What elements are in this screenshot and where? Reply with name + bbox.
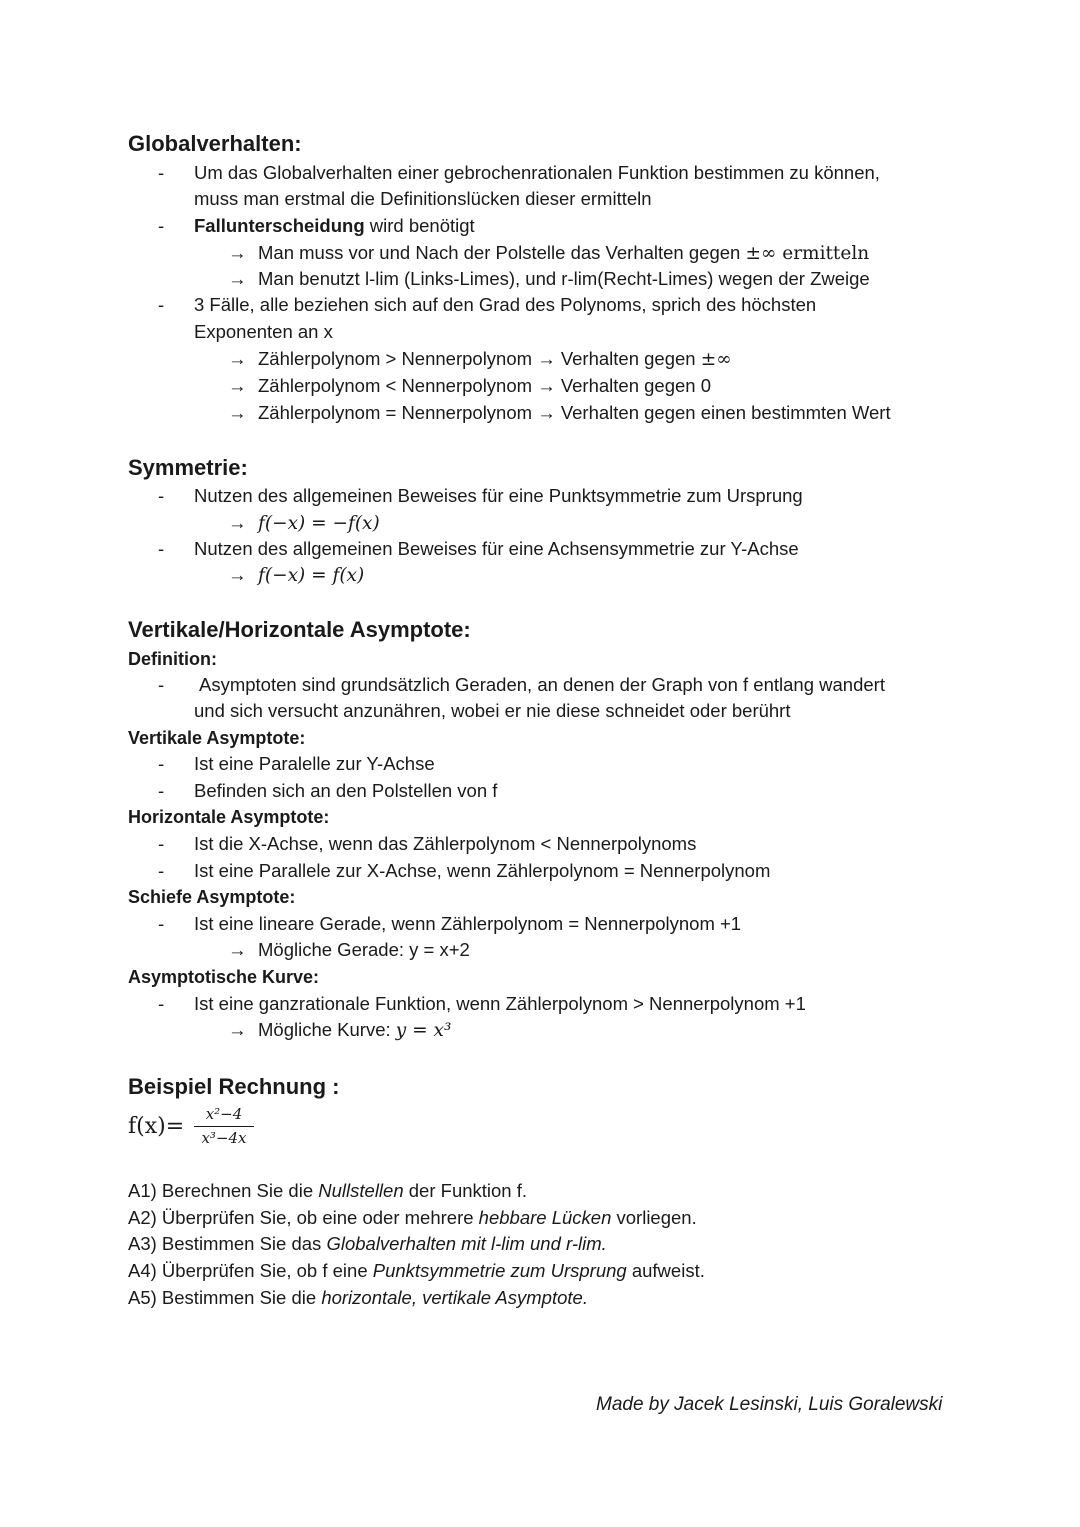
math-formula: f(−x) = −f(x): [258, 513, 380, 534]
text-fragment: wird benötigt: [364, 215, 475, 236]
arrow-item: [228, 373, 711, 399]
list-item-text: Nutzen des allgemeinen Beweises für eine Punktsymmetrie zum Ursprung: [194, 485, 803, 506]
fraction-numerator: x²−4: [194, 1104, 254, 1127]
text-fragment: A5) Bestimmen Sie die: [128, 1287, 322, 1308]
task-a3: [128, 1231, 607, 1257]
math-formula: f(−x) = f(x): [258, 565, 365, 586]
bullet-dash: -: [158, 860, 165, 881]
arrow-icon: →: [228, 564, 247, 585]
subheading-horizontale-asymptote: Horizontale Asymptote:: [128, 807, 330, 827]
math-formula: y = x³: [395, 1020, 452, 1041]
section-heading-globalverhalten: Globalverhalten:: [128, 131, 302, 156]
list-item-continuation: muss man erstmal die Definitionslücken dieser ermitteln: [194, 188, 652, 209]
task-a5: [128, 1285, 588, 1311]
text-fragment: Mögliche Gerade: y = x+2: [258, 939, 470, 960]
math-text: ±∞ ermitteln: [745, 243, 870, 264]
arrow-item: [228, 937, 470, 963]
arrow-item: [228, 346, 732, 373]
arrow-item: [228, 562, 364, 589]
list-item-text: Befinden sich an den Polstellen von f: [194, 780, 498, 801]
text-fragment: A2) Überprüfen Sie, ob eine oder mehrere: [128, 1207, 479, 1228]
list-item-text: Ist die X-Achse, wenn das Zählerpolynom < Nennerpolynoms: [194, 833, 697, 854]
italic-term: Nullstellen: [318, 1180, 404, 1201]
arrow-icon: →: [228, 402, 247, 423]
italic-term: Punktsymmetrie zum Ursprung: [372, 1260, 627, 1281]
list-item-text: Nutzen des allgemeinen Beweises für eine Achsensymmetrie zur Y-Achse: [194, 538, 799, 559]
text-fragment: Zählerpolynom < Nennerpolynom → Verhalten gegen 0: [258, 375, 712, 396]
fraction: [194, 1104, 254, 1149]
list-item-continuation: Exponenten an x: [194, 321, 333, 342]
bold-term: Fallunterscheidung: [194, 215, 365, 236]
section-heading-symmetrie: Symmetrie:: [128, 455, 248, 480]
task-a1: [128, 1178, 527, 1204]
italic-term: horizontale, vertikale Asymptote.: [321, 1287, 588, 1308]
list-item-text: Asymptoten sind grundsätzlich Geraden, an denen der Graph von f entlang wandert: [199, 674, 885, 695]
subheading-definition: Definition:: [128, 649, 217, 669]
list-item-continuation: und sich versucht anzunähren, wobei er nie diese schneidet oder berührt: [194, 700, 791, 721]
text-fragment: A1) Berechnen Sie die: [128, 1180, 319, 1201]
arrow-item: [228, 510, 380, 537]
bullet-dash: -: [158, 833, 165, 854]
arrow-icon: →: [228, 512, 247, 533]
subheading-vertikale-asymptote: Vertikale Asymptote:: [128, 728, 306, 748]
arrow-item: [228, 266, 870, 292]
bullet-dash: -: [158, 538, 165, 559]
math-text: ±∞: [700, 349, 732, 370]
bullet-dash: -: [158, 993, 165, 1014]
arrow-item: [228, 1017, 451, 1044]
function-label: f(x)=: [128, 1114, 185, 1139]
text-fragment: Mögliche Kurve:: [258, 1019, 396, 1040]
author-credit: Made by Jacek Lesinski, Luis Goralewski: [596, 1394, 943, 1415]
bullet-dash: -: [158, 780, 165, 801]
list-item-text: [194, 213, 475, 239]
section-heading-beispiel: Beispiel Rechnung :: [128, 1074, 340, 1099]
arrow-icon: →: [228, 268, 247, 289]
list-item-text: 3 Fälle, alle beziehen sich auf den Grad des Polynoms, sprich des höchsten: [194, 294, 817, 315]
arrow-icon: →: [228, 242, 247, 263]
italic-term: hebbare Lücken: [478, 1207, 612, 1228]
bullet-dash: -: [158, 674, 165, 695]
text-fragment: der Funktion f.: [403, 1180, 528, 1201]
list-item-text: Ist eine lineare Gerade, wenn Zählerpolynom = Nennerpolynom +1: [194, 913, 742, 934]
italic-term: Globalverhalten mit l-lim und r-lim.: [326, 1233, 607, 1254]
arrow-icon: →: [228, 348, 247, 369]
arrow-item: [228, 400, 891, 426]
bullet-dash: -: [158, 753, 165, 774]
task-a2: [128, 1205, 697, 1231]
text-fragment: Man muss vor und Nach der Polstelle das Verhalten gegen: [258, 242, 746, 263]
text-fragment: Zählerpolynom = Nennerpolynom → Verhalten gegen einen bestimmten Wert: [258, 402, 891, 423]
list-item-text: Ist eine Parallele zur X-Achse, wenn Zählerpolynom = Nennerpolynom: [194, 860, 771, 881]
text-fragment: A3) Bestimmen Sie das: [128, 1233, 327, 1254]
arrow-item: [228, 240, 869, 267]
subheading-asymptotische-kurve: Asymptotische Kurve:: [128, 967, 320, 987]
text-fragment: A4) Überprüfen Sie, ob f eine: [128, 1260, 373, 1281]
text-fragment: vorliegen.: [611, 1207, 697, 1228]
text-fragment: aufweist.: [626, 1260, 705, 1281]
subheading-schiefe-asymptote: Schiefe Asymptote:: [128, 887, 296, 907]
bullet-dash: -: [158, 913, 165, 934]
bullet-dash: -: [158, 294, 165, 315]
task-a4: [128, 1258, 705, 1284]
list-item-text: Ist eine ganzrationale Funktion, wenn Zählerpolynom > Nennerpolynom +1: [194, 993, 806, 1014]
list-item-text: Ist eine Paralelle zur Y-Achse: [194, 753, 435, 774]
arrow-icon: →: [228, 375, 247, 396]
arrow-icon: →: [228, 939, 247, 960]
list-item-text: Um das Globalverhalten einer gebrochenrationalen Funktion bestimmen zu können,: [194, 162, 880, 183]
bullet-dash: -: [158, 215, 165, 236]
fraction-denominator: x³−4x: [201, 1129, 247, 1147]
bullet-dash: -: [158, 162, 165, 183]
arrow-icon: →: [228, 1019, 247, 1040]
text-fragment: Man benutzt l-lim (Links-Limes), und r-lim(Recht-Limes) wegen der Zweige: [258, 268, 870, 289]
text-fragment: Zählerpolynom > Nennerpolynom → Verhalten gegen: [258, 348, 701, 369]
section-heading-asymptote: Vertikale/Horizontale Asymptote:: [128, 617, 471, 642]
bullet-dash: -: [158, 485, 165, 506]
